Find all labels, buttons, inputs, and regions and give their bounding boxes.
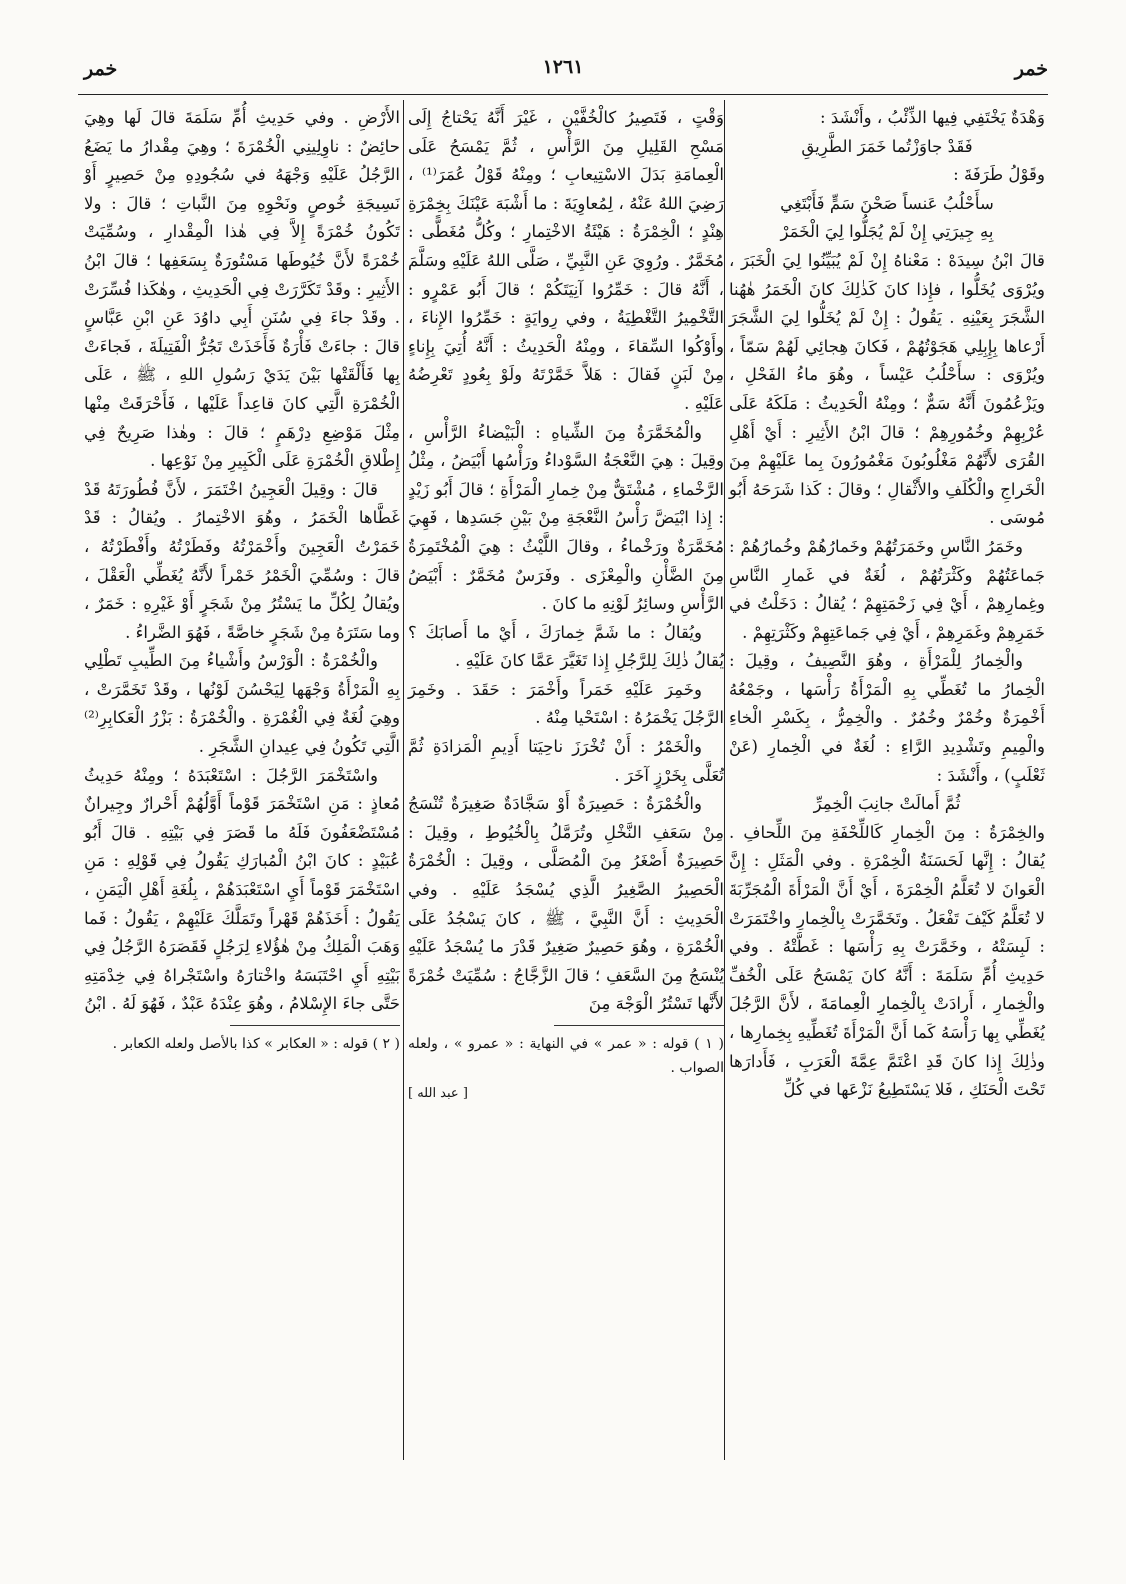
paragraph: والْخُمْرَةُ : حَصِيرَةٌ أَوْ سَجَّادَةٌ صَغِيرَةٌ تُنْسَجُ مِنْ سَعَفِ النَّخْلِ وتُرَمَّلُ بِالْخُيُوطِ ، وقِيلَ : حَصِيرَةٌ أَصْغَرُ مِنَ الْمُصَلَّى ، وقِيلَ : الْخُمْرَةُ الْحَصِيرُ الصَّغِيرُ الَّذِي يُسْجَدُ عَلَيْهِ . وفي الْحَدِيثِ : أَنَّ النَّبِيَّ ، ﷺ ، كانَ يَسْجُدُ عَلَى الْخُمْرَةِ ، وهُوَ حَصِيرٌ صَغِيرٌ قَدْرَ ما يُسْجَدُ عَلَيْهِ يُنْسَجُ مِنَ السَّعَفِ ؛ قالَ الزَّجَّاجُ : سُمِّيَتْ خُمْرَةً لأَنَّها تَسْتُرُ الْوَجْهَ مِنَ — [408, 794, 724, 1014]
footnote-rule — [230, 1025, 400, 1026]
paragraph: ويُقالُ : ما شَمَّ خِمارَكَ ، أَيْ ما أَصابَكَ ؟ يُقالُ ذٰلِكَ لِلرَّجُلِ إِذا تَغَيَّرَ عَمَّا كانَ عَلَيْهِ . — [408, 622, 724, 671]
footnote: ( ١ ) قوله : « عمر » في النهاية : « عمرو » ، ولعله الصواب . — [408, 1036, 724, 1076]
paragraph: والْخِمارُ لِلْمَرْأَةِ ، وهُوَ النَّصِيفُ ، وقِيلَ : الْخِمارُ ما تُغَطِّي بِهِ الْمَرْأَةُ رَأْسَها ، وجَمْعُهُ أَخْمِرَةٌ وخُمْرٌ وخُمُرٌ . والْخِمِرُّ ، بِكَسْرِ الْخاءِ والْمِيمِ وتَشْدِيدِ الرَّاءِ : لُغَةٌ في الْخِمارِ (عَنْ ثَعْلَبٍ) ، وأَنْشَدَ : — [729, 651, 1045, 785]
header-rule — [78, 94, 1048, 95]
verse-line: بِهِ جِيرَتِي إِنْ لَمْ يُجَلُّوا لِيَ الْخَمَرْ — [780, 222, 994, 242]
footnote-rule — [554, 1025, 724, 1026]
paragraph: والْخُمْرَةُ : الْوَرْسُ وأَشْياءُ مِنَ الطِّيبِ تَطْلِي بِهِ الْمَرْأَةُ وَجْهَها لِيَحْسُنَ لَوْنُها ، وقَدْ تَخَمَّرَتْ ، وهِيَ لُغَةٌ فِي الْغُمْرَةِ . والْخُمْرَةُ : بَزْرُ الْعَكابِرِ⁽²⁾ الَّتِي تَكُونُ فِي عِيدانِ الشَّجَرِ . — [84, 651, 400, 757]
header-root-word-right: خمر — [1014, 58, 1048, 80]
paragraph: وَهْدَةٌ يَخْتَفِي فِيها الذِّئْبُ ، وأَنْشَدَ : — [819, 108, 1045, 127]
text-column-right — [729, 104, 1045, 1105]
footnote: ( ٢ ) قوله : « العكابر » كذا بالأصل ولعله الكعابر . — [112, 1036, 400, 1052]
verse-line: ثُمَّ أَمالَتْ جانِبَ الْخِمِرِّ — [813, 794, 961, 814]
page-header — [0, 52, 1126, 92]
column-divider — [724, 100, 725, 1460]
paragraph: والخِمْرَةُ : مِنَ الْخِمارِ كَاللِّحْفَةِ مِنَ اللِّحافِ . يُقالُ : إِنَّها لَحَسَنَةُ الْخِمْرَةِ . وفي الْمَثَلِ : إِنَّ الْعَوانَ لا تُعَلَّمُ الْخِمْرَةَ ، أَيْ أَنَّ الْمَرْأَةَ الْمُجَرِّبَةَ لا تُعَلَّمُ كَيْفَ تَفْعَلُ . وتَخَمَّرَتْ بِالْخِمارِ واخْتَمَرَتْ : لَبِسَتْهُ ، وخَمَّرَتْ بِهِ رَأْسَها : غَطَّتْهُ . وفي حَدِيثِ أُمِّ سَلَمَةَ : أَنَّهُ كانَ يَمْسَحُ عَلَى الْخُفِّ والْخِمارِ ، أَرادَتْ بِالْخِمارِ الْعِمامَةَ ، لأَنَّ الرَّجُلَ يُغَطِّي بِها رَأْسَهُ كَما أَنَّ الْمَرْأَةَ تُغَطِّيهِ بِخِمارِها ، وذٰلِكَ إِذا كانَ قَدِ اعْتَمَّ عِمَّةَ الْعَرَبِ ، فَأَدارَها تَحْتَ الْحَنَكِ ، فَلا يَسْتَطِيعُ نَزْعَها في كُلِّ — [729, 822, 1045, 1100]
paragraph: والْمُخَمَّرَةُ مِنَ الشِّياهِ : الْبَيْضاءُ الرَّأْسِ ، وقِيلَ : هِيَ النَّعْجَةُ السَّوْداءُ ورَأْسُها أَبْيَضُ ، مِثْلُ الرَّخْماءِ ، مُشْتَقٌّ مِنْ خِمارِ الْمَرْأَةِ ؛ قالَ أَبُو زَيْدٍ : إِذا ابْيَضَّ رَأْسُ النَّعْجَةِ مِنْ بَيْنِ جَسَدِها ، فَهِيَ مُخَمَّرَةٌ ورَخْماءُ ، وقالَ اللَّيْثُ : هِيَ الْمُخْتَمِرَةُ مِنَ الضَّأْنِ والْمِعْزَى . وفَرَسٌ مُخَمَّرٌ : أَبْيَضُ الرَّأْسِ وسائِرُ لَوْنِهِ ما كانَ . — [408, 422, 724, 614]
paragraph: قالَ ابْنُ سِيدَهْ : مَعْناهُ إِنْ لَمْ يُبَيِّنُوا لِيَ الْخَبَرَ ، ويُرْوَى يُخَلُّوا ، فإِذا كانَ كَذٰلِكَ كانَ الْخَمَرُ هٰهُنا الشَّجَرَ بِعَيْنِهِ . يَقُولُ : إِنْ لَمْ يُخَلُّوا لِيَ الشَّجَرَ أَرْعاها بِإِبِلِي هَجَوْتُهُمْ ، فَكانَ هِجائِي لَهُمْ سَمّاً ، ويُرْوَى : سأَحْلُبُ عَيْساً ، وهُوَ ماءُ الفَحْلِ ، ويَزْعُمُونَ أَنَّهُ سَمٌّ ؛ ومِنْهُ الْحَدِيثُ : مَلَكَهُ عَلَى عُرْبِهِمْ وخُمُورِهِمْ ؛ قالَ ابْنُ الأَثِيرِ : أَيْ أَهْلِ القُرَى لأَنَّهُمْ مَغْلُوبُونَ مَغْمُورُونَ بِما عَلَيْهِمْ مِنَ الْخَراجِ والْكُلَفِ والأَثْقالِ ؛ وقالَ : كَذا شَرَحَهُ أَبُو مُوسَى . — [729, 250, 1045, 528]
column-divider — [403, 100, 404, 1460]
text-column-middle — [408, 104, 724, 1109]
paragraph: وقَوْلُ طَرَفَةَ : — [953, 165, 1045, 185]
column-body — [84, 104, 400, 1019]
paragraph: الأَرْضِ . وفي حَدِيثِ أُمِّ سَلَمَةَ قالَ لَها وهِيَ حائِضٌ : ناوِلِينِي الْخُمْرَةَ ؛ وهِيَ مِقْدارُ ما يَضَعُ الرَّجُلُ عَلَيْهِ وَجْهَهُ في سُجُودِهِ مِنْ حَصِيرٍ أَوْ نَسِيجَةِ خُوصٍ ونَحْوِهِ مِنَ النَّباتِ ؛ قالَ : ولا تَكُونُ خُمْرَةً إِلاَّ فِي هٰذا الْمِقْدارِ ، وسُمِّيَتْ خُمْرَةً لأَنَّ خُيُوطَها مَسْتُورَةٌ بِسَعَفِها ؛ قالَ ابْنُ الأَثِيرِ : وقَدْ تَكَرَّرَتْ فِي الْحَدِيثِ ، وهٰكَذا فُسِّرَتْ . وقَدْ جاءَ فِي سُنَنِ أَبِي داوُدَ عَنِ ابْنِ عَبَّاسٍ قالَ : جاءَتْ فَأْرَةٌ فَأَخَذَتْ تَجُرُّ الْفَتِيلَةَ ، فَجاءَتْ بِها فَأَلْقَتْها بَيْنَ يَدَيْ رَسُولِ اللهِ ، ﷺ ، عَلَى الْخُمْرَةِ الَّتِي كانَ قاعِداً عَلَيْها ، فَأَحْرَقَتْ مِنْها مِثْلَ مَوْضِعِ دِرْهَمٍ ؛ قالَ : وهٰذا صَرِيحٌ فِي إِطْلاقِ الْخُمْرَةِ عَلَى الْكَبِيرِ مِنْ نَوْعِها . — [84, 108, 400, 471]
header-root-word-left: خمر — [84, 58, 118, 80]
paragraph: وَقْتٍ ، فَتَصِيرُ كالْخُفَّيْنِ ، غَيْرَ أَنَّهُ يَحْتاجُ إِلَى مَسْحِ القَلِيلِ مِنَ الرَّأْسِ ، ثُمَّ يَمْسَحُ عَلَى الْعِمامَةِ بَدَلَ الاسْتِيعابِ ؛ ومِنْهُ قَوْلُ عُمَرَ⁽¹⁾ ، رَضِيَ اللهُ عَنْهُ ، لِمُعاوِيَةَ : ما أَشْبَهَ عَيْنَكَ بِخِمْرَةِ هِنْدٍ ؛ الْخِمْرَةُ : هَيْئَةُ الاخْتِمارِ ؛ وكُلُّ مُغَطًّى : مُخَمَّرٌ . ورُوِيَ عَنِ النَّبِيِّ ، صَلَّى اللهُ عَلَيْهِ وسَلَّمَ ، أَنَّهُ قالَ : خَمِّرُوا آنِيَتَكُمْ ؛ قالَ أَبُو عَمْرٍو : التَّخْمِيرُ التَّغْطِيَةُ ، وفي رِوايَةٍ : خَمِّرُوا الإِناءَ ، وأَوْكُوا السِّقاءَ ، ومِنْهُ الْحَدِيثُ : أَنَّهُ أُتِيَ بِإِناءٍ مِنْ لَبَنٍ فَقالَ : هَلاَّ خَمَّرْتَهُ ولَوْ بِعُودٍ تَعْرِضُهُ عَلَيْهِ . — [408, 108, 724, 413]
paragraph: وخَمِرَ عَلَيْهِ خَمَراً وأَخْمَرَ : حَقَدَ . وخَمِرَ الرَّجُلَ يَخْمَرُهُ : اسْتَحْيا مِنْهُ . — [408, 679, 724, 728]
paragraph: والْخَمْرُ : أَنْ تُخْرَزَ ناحِيَتا أَدِيمِ الْمَزادَةِ ثُمَّ تُعَلَّى بِخَرْزٍ آخَرَ . — [408, 737, 724, 785]
paragraph: واسْتَخْمَرَ الرَّجُلَ : اسْتَعْبَدَهُ ؛ ومِنْهُ حَدِيثُ مُعاذٍ : مَنِ اسْتَخْمَرَ قَوْماً أَوَّلُهُمْ أَحْرارٌ وجِيرانٌ مُسْتَضْعَفُونَ فَلَهُ ما قَصَرَ فِي بَيْتِهِ . قالَ أَبُو عُبَيْدٍ : كانَ ابْنُ الْمُبارَكِ يَقُولُ فِي قَوْلِهِ : مَنِ اسْتَخْمَرَ قَوْماً أَيِ اسْتَعْبَدَهُمْ ، بِلُغَةِ أَهْلِ الْيَمَنِ ، يَقُولُ : أَخَذَهُمْ قَهْراً وتَمَلَّكَ عَلَيْهِمْ ، يَقُولُ : فَما وَهَبَ الْمَلِكُ مِنْ هٰؤُلاءِ لِرَجُلٍ فَقَصَرَهُ الرَّجُلُ فِي بَيْتِهِ أَيِ احْتَبَسَهُ واخْتارَهُ واسْتَجْراهُ فِي خِدْمَتِهِ حَتَّى جاءَ الإِسْلامُ ، وهُوَ عِنْدَهُ عَبْدٌ ، فَهُوَ لَهُ . ابْنُ — [84, 765, 400, 1014]
column-body — [408, 104, 724, 1019]
verse-line: سأَحْلُبُ عَنساً صَحْنَ سَمٍّ فَأَبْتَغِي — [780, 193, 994, 213]
verse-line: فَقَدْ جاوَزْتُما خَمَرَ الطَّرِيقِ — [801, 136, 973, 156]
paragraph: وخَمَرُ النَّاسِ وخَمَرَتُهُمْ وخَمارُهُمْ وخُمارُهُمْ : جَماعَتُهُمْ وكَثْرَتُهُمْ ، لُغَةٌ في غَمارِ النَّاسِ وغِمارِهِمْ ، أَيْ فِي زَحْمَتِهِمْ ؛ يُقالُ : دَخَلْتُ في خَمَرِهِمْ وغَمَرِهِمْ ، أَيْ فِي جَماعَتِهِمْ وكَثْرَتِهِمْ . — [729, 536, 1045, 642]
editor-signature: [ عبد الله ] — [408, 1086, 468, 1101]
paragraph: قالَ : وقِيلَ الْعَجِينُ اخْتَمَرَ ، لأَنَّ فُطُورَتَهُ قَدْ غَطَّاها الْخَمَرُ ، وهُوَ الاخْتِمارُ . ويُقالُ : قَدْ خَمَرْتُ الْعَجِينَ وأَخْمَرْتُهُ وفَطَرْتُهُ وأَفْطَرْتُهُ ، قالَ : وسُمِّيَ الْخَمْرُ خَمْراً لأَنَّهُ يُغَطِّي الْعَقْلَ ، ويُقالُ لِكُلِّ ما يَسْتُرُ مِنْ شَجَرٍ أَوْ غَيْرِهِ : خَمَرٌ ، وما سَتَرَهُ مِنْ شَجَرٍ خاصَّةً ، فَهُوَ الضَّراءُ . — [84, 479, 400, 642]
text-column-left — [84, 104, 400, 1056]
page-number: ١٢٦١ — [542, 56, 584, 78]
